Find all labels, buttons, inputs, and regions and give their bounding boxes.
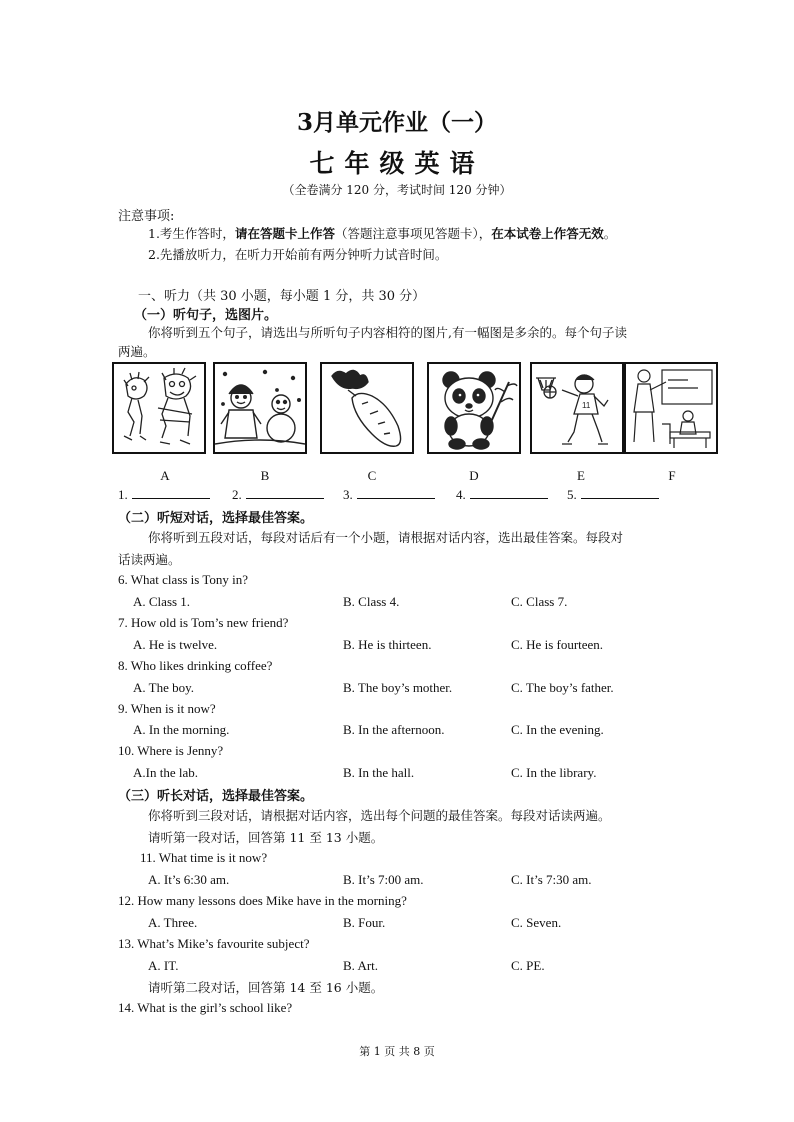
question-12: 12. How many lessons does Mike have in the morning? bbox=[118, 893, 407, 908]
part-1-instruction-cont: 两遍。 bbox=[118, 344, 156, 359]
classroom-icon bbox=[626, 364, 716, 452]
answer-blank-5[interactable]: 5. bbox=[567, 487, 659, 503]
question-6-option-c[interactable]: C. Class 7. bbox=[511, 594, 568, 609]
question-11-option-b[interactable]: B. It’s 7:00 am. bbox=[343, 872, 424, 887]
picture-label-f: F bbox=[668, 468, 676, 483]
question-13-option-a[interactable]: A. IT. bbox=[148, 958, 179, 973]
picture-e bbox=[530, 362, 624, 454]
lion-dance-icon bbox=[114, 364, 204, 452]
question-13-option-c[interactable]: C. PE. bbox=[511, 958, 545, 973]
question-13-option-b[interactable]: B. Art. bbox=[343, 958, 379, 973]
picture-b bbox=[213, 362, 307, 454]
question-8: 8. Who likes drinking coffee? bbox=[118, 658, 273, 673]
question-11-option-c[interactable]: C. It’s 7:30 am. bbox=[511, 872, 592, 887]
question-14: 14. What is the girl’s school like? bbox=[118, 1000, 293, 1015]
question-7: 7. How old is Tom’s new friend? bbox=[118, 615, 289, 630]
question-9-option-b[interactable]: B. In the afternoon. bbox=[343, 722, 445, 737]
picture-label-e: E bbox=[577, 468, 585, 483]
question-13: 13. What’s Mike’s favourite subject? bbox=[118, 936, 310, 951]
picture-label-b: B bbox=[260, 468, 270, 483]
part-3-instruction-dialogue-1: 请听第一段对话，回答第 11 至 13 小题。 bbox=[148, 830, 384, 845]
section-1-heading: 一、听力（共 30 小题，每小题 1 分，共 30 分） bbox=[138, 289, 426, 304]
picture-label-d: D bbox=[469, 468, 479, 483]
answer-blank-1[interactable]: 1. bbox=[118, 487, 210, 503]
question-9-option-a[interactable]: A. In the morning. bbox=[133, 722, 230, 737]
svg-text:11: 11 bbox=[582, 401, 591, 410]
picture-c bbox=[320, 362, 414, 454]
question-6-option-b[interactable]: B. Class 4. bbox=[343, 594, 400, 609]
question-6-option-a[interactable]: A. Class 1. bbox=[133, 594, 191, 609]
page-footer: 第 1 页 共 8 页 bbox=[359, 1045, 435, 1058]
part-3-instruction-dialogue-2: 请听第二段对话，回答第 14 至 16 小题。 bbox=[148, 980, 384, 995]
part-3-heading: （三）听长对话，选择最佳答案。 bbox=[118, 789, 314, 804]
picture-label-a: A bbox=[160, 468, 170, 483]
answer-blank-4[interactable]: 4. bbox=[456, 487, 548, 503]
question-11-option-a[interactable]: A. It’s 6:30 am. bbox=[148, 872, 230, 887]
question-7-option-a[interactable]: A. He is twelve. bbox=[133, 637, 218, 652]
notice-line-1: 1.考生作答时，请在答题卡上作答（答题注意事项见答题卡），在本试卷上作答无效。 bbox=[148, 226, 617, 241]
part-2-instruction-cont: 话读两遍。 bbox=[118, 552, 181, 567]
question-12-option-b[interactable]: B. Four. bbox=[343, 915, 386, 930]
question-12-option-c[interactable]: C. Seven. bbox=[511, 915, 562, 930]
picture-a bbox=[112, 362, 206, 454]
panda-icon bbox=[429, 364, 519, 452]
question-9-option-c[interactable]: C. In the evening. bbox=[511, 722, 604, 737]
exam-note: （全卷满分 120 分，考试时间 120 分钟） bbox=[282, 183, 512, 197]
page-subtitle: 七年级英语 bbox=[309, 149, 485, 178]
part-1-heading: （一）听句子，选图片。 bbox=[134, 308, 278, 323]
snowman-icon bbox=[215, 364, 305, 452]
picture-label-c: C bbox=[367, 468, 377, 483]
question-11: 11. What time is it now? bbox=[140, 850, 268, 865]
answer-blank-2[interactable]: 2. bbox=[232, 487, 324, 503]
question-8-option-b[interactable]: B. The boy’s mother. bbox=[343, 680, 453, 695]
carrot-icon bbox=[322, 364, 412, 452]
question-8-option-c[interactable]: C. The boy’s father. bbox=[511, 680, 614, 695]
picture-f bbox=[624, 362, 718, 454]
question-6: 6. What class is Tony in? bbox=[118, 572, 249, 587]
question-8-option-a[interactable]: A. The boy. bbox=[133, 680, 195, 695]
question-12-option-a[interactable]: A. Three. bbox=[148, 915, 198, 930]
notice-heading: 注意事项: bbox=[118, 209, 175, 224]
question-10-option-c[interactable]: C. In the library. bbox=[511, 765, 597, 780]
part-2-heading: （二）听短对话，选择最佳答案。 bbox=[118, 511, 314, 526]
question-10: 10. Where is Jenny? bbox=[118, 743, 224, 758]
part-1-instruction: 你将听到五个句子，请选出与所听句子内容相符的图片,有一幅图是多余的。每个句子读 bbox=[148, 325, 627, 340]
picture-d bbox=[427, 362, 521, 454]
question-7-option-c[interactable]: C. He is fourteen. bbox=[511, 637, 604, 652]
part-3-instruction: 你将听到三段对话，请根据对话内容，选出每个问题的最佳答案。每段对话读两遍。 bbox=[148, 808, 611, 823]
basketball-player-icon bbox=[532, 364, 622, 452]
question-7-option-b[interactable]: B. He is thirteen. bbox=[343, 637, 432, 652]
notice-line-2: 2.先播放听力，在听力开始前有两分钟听力试音时间。 bbox=[148, 247, 448, 262]
page-title: 3月单元作业（一） bbox=[296, 109, 497, 136]
question-10-option-b[interactable]: B. In the hall. bbox=[343, 765, 415, 780]
answer-blank-3[interactable]: 3. bbox=[343, 487, 435, 503]
question-9: 9. When is it now? bbox=[118, 701, 216, 716]
part-2-instruction: 你将听到五段对话，每段对话后有一个小题，请根据对话内容，选出最佳答案。每段对 bbox=[148, 530, 624, 545]
question-10-option-a[interactable]: A.In the lab. bbox=[133, 765, 198, 780]
